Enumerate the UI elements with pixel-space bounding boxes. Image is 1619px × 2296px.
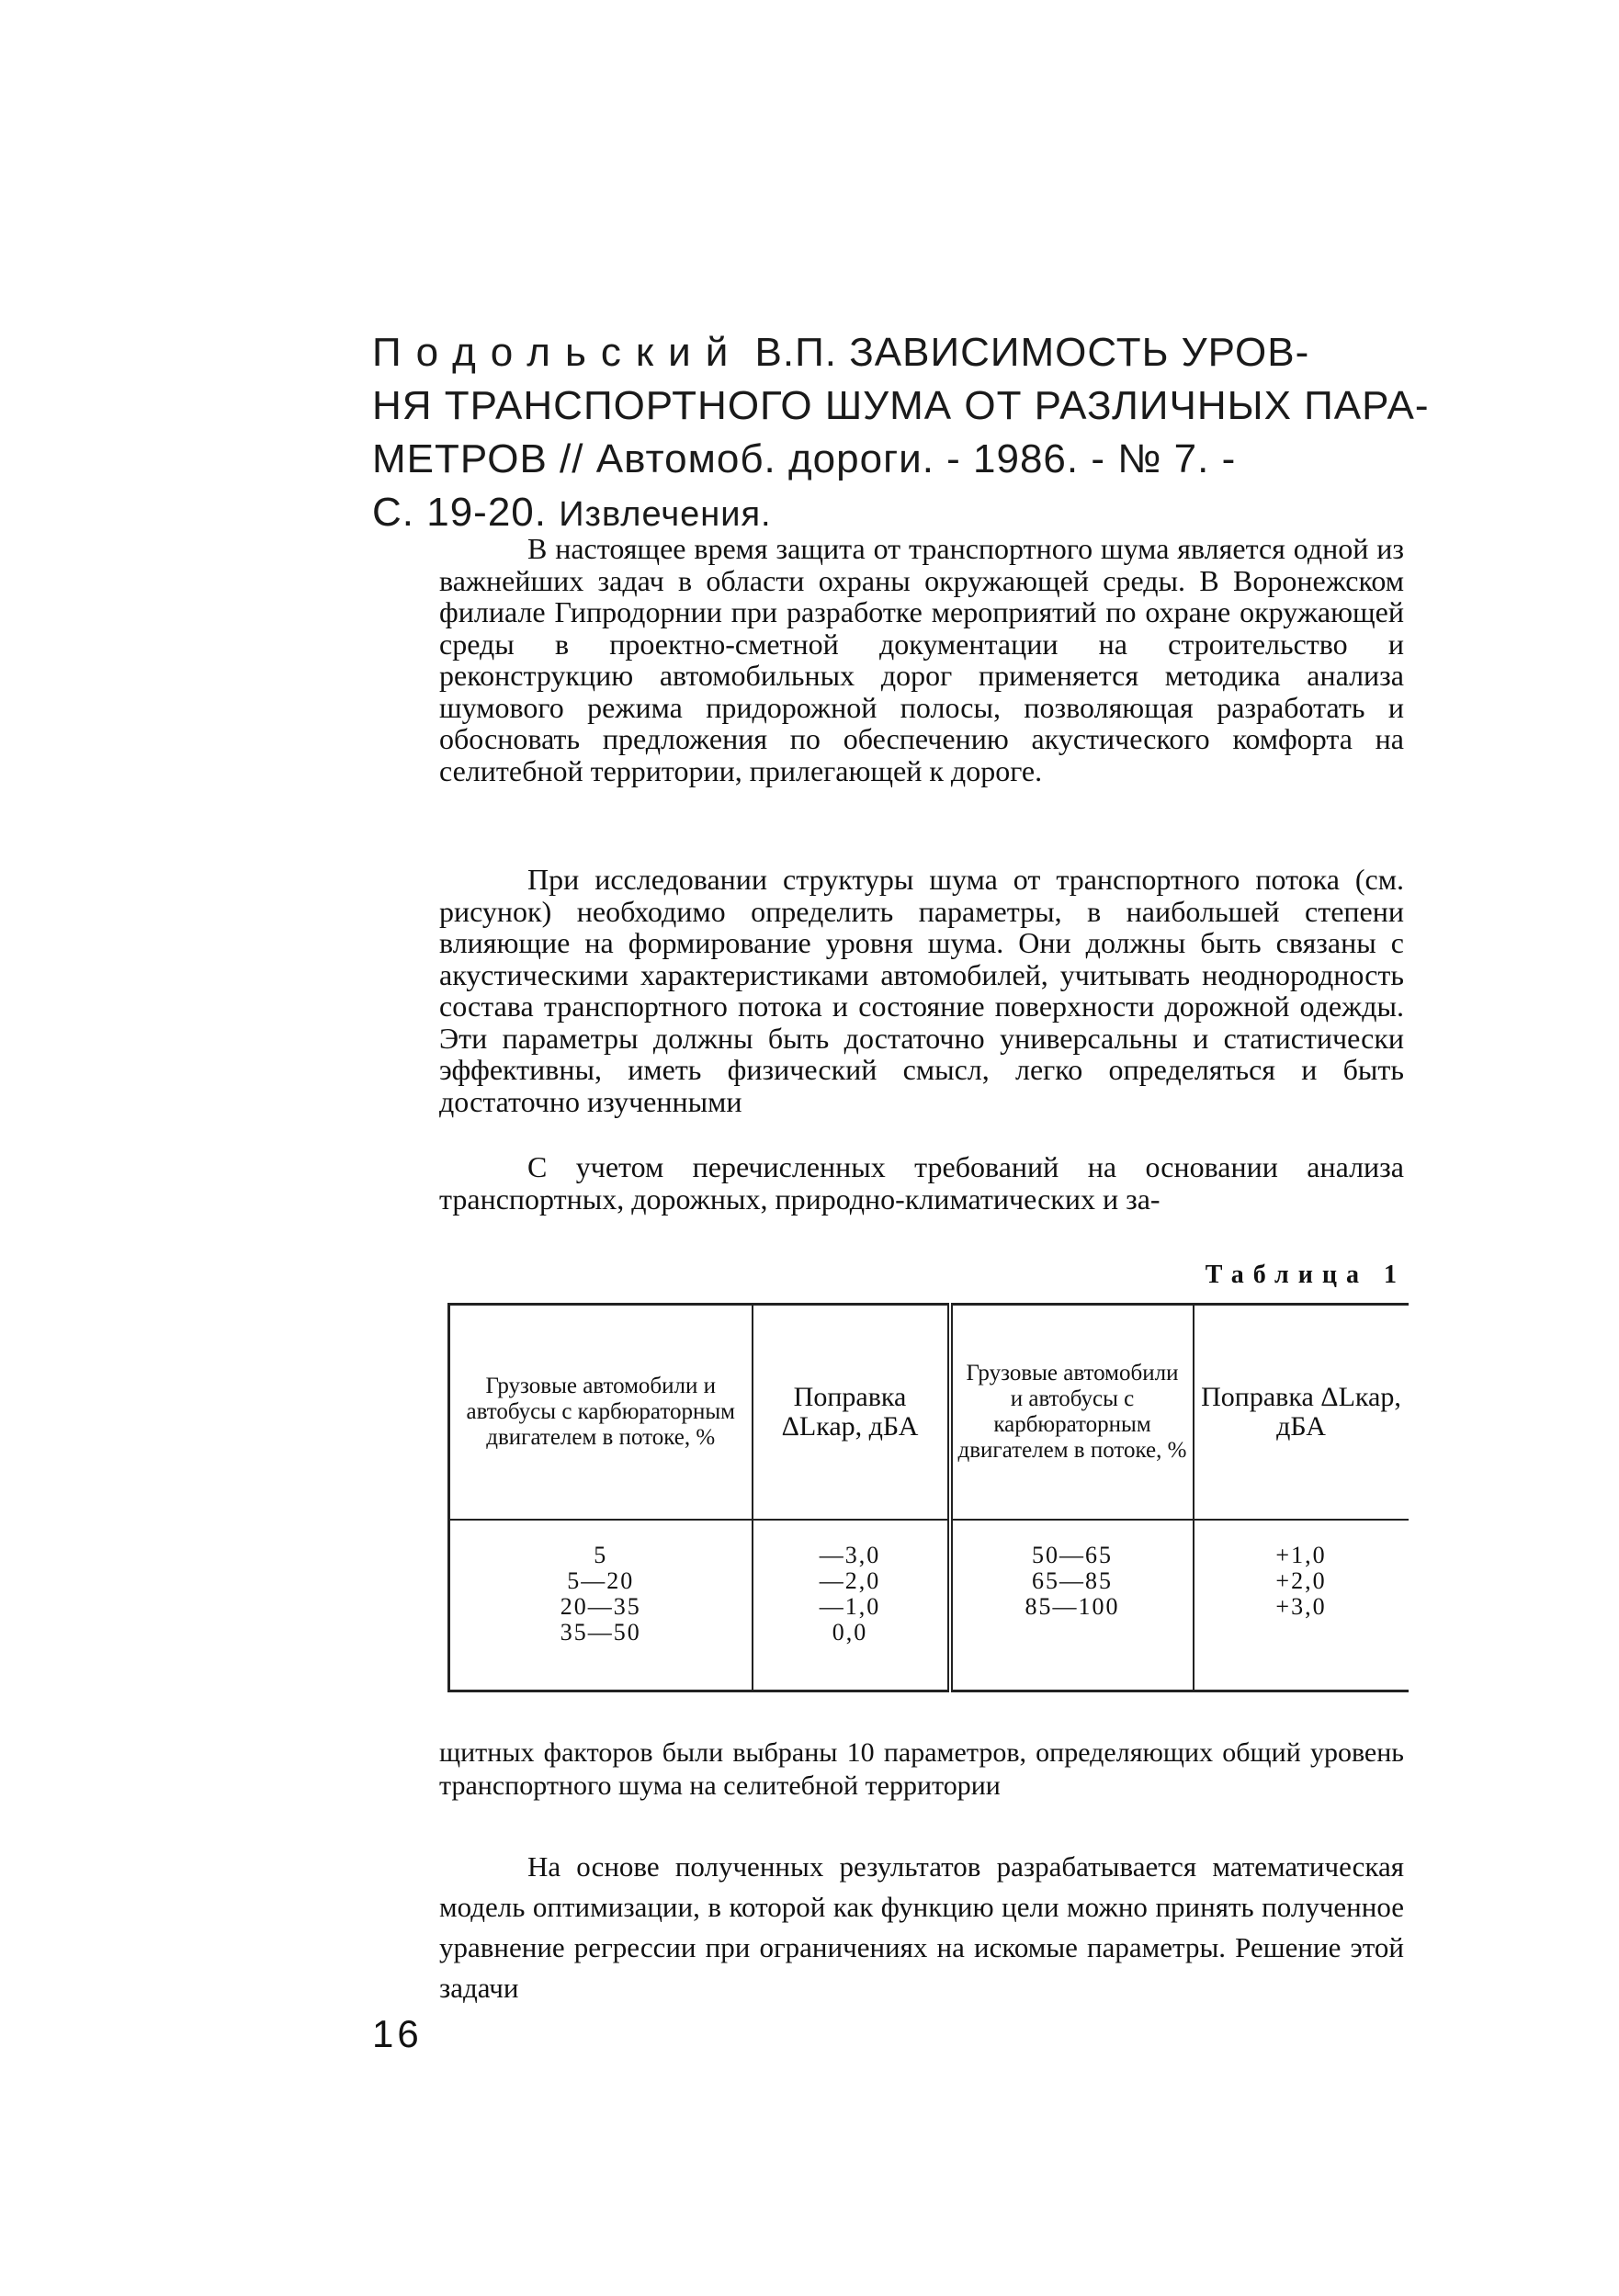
table-value: +3,0 xyxy=(1275,1593,1327,1620)
reference-line-1 xyxy=(372,326,1539,379)
table-cell-col4 xyxy=(1194,1520,1409,1691)
table-value: 20—35 xyxy=(560,1593,641,1620)
author-name: Подольский xyxy=(372,330,743,375)
paragraph-5: На основе полученных результатов разрабатывается математическая модель оптимизации, в которой как функцию цели можно принять полученное уравнение регрессии при ограничениях на искомые параметры. Решение этой задачи xyxy=(439,1850,1404,2004)
paragraph-4: щитных факторов были выбраны 10 параметров, определяющих общий уровень транспортного шума на селитебной территории xyxy=(439,1737,1404,1801)
header-cell-2: Поправка ΔLкар, дБА xyxy=(753,1305,950,1521)
table-value: —2,0 xyxy=(819,1567,881,1594)
reference-pages: С. 19-20. xyxy=(372,490,547,535)
table-value: —1,0 xyxy=(819,1593,881,1620)
table-data-row xyxy=(449,1520,1409,1691)
table-cell-col3 xyxy=(950,1520,1194,1691)
table-cell-col1 xyxy=(449,1520,753,1691)
table-caption: Таблица 1 xyxy=(1205,1261,1406,1289)
header-cell-1: Грузовые автомобили и автобусы с карбюраторным двигателем в потоке, % xyxy=(449,1305,753,1521)
title-line-3: МЕТРОВ // Автомоб. дороги. - 1986. - № 7. - xyxy=(372,436,1237,481)
table-value: +1,0 xyxy=(1275,1542,1327,1568)
table-value: 85—100 xyxy=(1025,1593,1120,1620)
header-cell-3: Грузовые автомобили и автобусы с карбюраторным двигателем в потоке, % xyxy=(950,1305,1194,1521)
table-value: 65—85 xyxy=(1032,1567,1113,1594)
table-header-row xyxy=(449,1305,1409,1521)
bibliographic-reference xyxy=(372,326,1539,541)
table-value: +2,0 xyxy=(1275,1567,1327,1594)
reference-note: Извлечения. xyxy=(559,495,772,534)
table-cell-col2 xyxy=(753,1520,950,1691)
correction-table xyxy=(447,1303,1409,1692)
table-value: 5—20 xyxy=(567,1567,635,1594)
table-value: 35—50 xyxy=(560,1619,641,1646)
title-line-2: НЯ ТРАНСПОРТНОГО ШУМА ОТ РАЗЛИЧНЫХ ПАРА- xyxy=(372,383,1430,428)
page-number: 16 xyxy=(372,2012,423,2055)
table-value: 50—65 xyxy=(1032,1542,1113,1568)
table-value: —3,0 xyxy=(819,1542,881,1568)
title-line-1: ЗАВИСИМОСТЬ УРОВ- xyxy=(849,330,1310,375)
table-value: 0,0 xyxy=(832,1619,868,1646)
table-value: 5 xyxy=(594,1542,608,1568)
header-cell-4: Поправка ΔLкар, дБА xyxy=(1194,1305,1409,1521)
paragraph-1: В настоящее время защита от транспортного шума является одной из важнейших задач в области охраны окружающей среды. В Воронежском филиале Гипродорнии при разработке мероприятий по охране окружающей среды в проектно-сметной документации на строительство и реконструкцию автомобильных дорог применяется методика анализа шумового режима придорожной полосы, позволяющая разработать и обосновать предложения по обеспечению акустического комфорта на селитебной территории, прилегающей к дороге. xyxy=(439,532,1404,787)
paragraph-2: При исследовании структуры шума от транспортного потока (см. рисунок) необходимо определить параметры, в наибольшей степени влияющие на формирование уровня шума. Они должны быть связаны с акустическими характеристиками автомобилей, учитывать неоднородность состава транспортного потока и состояние поверхности дорожной одежды. Эти параметры должны быть достаточно универсальны и статистически эффективны, иметь физический смысл, легко определяться и быть достаточно изученными xyxy=(439,863,1404,1118)
paragraph-3: С учетом перечисленных требований на основании анализа транспортных, дорожных, природно-климатических и за- xyxy=(439,1150,1404,1216)
author-initials: В.П. xyxy=(754,330,837,375)
